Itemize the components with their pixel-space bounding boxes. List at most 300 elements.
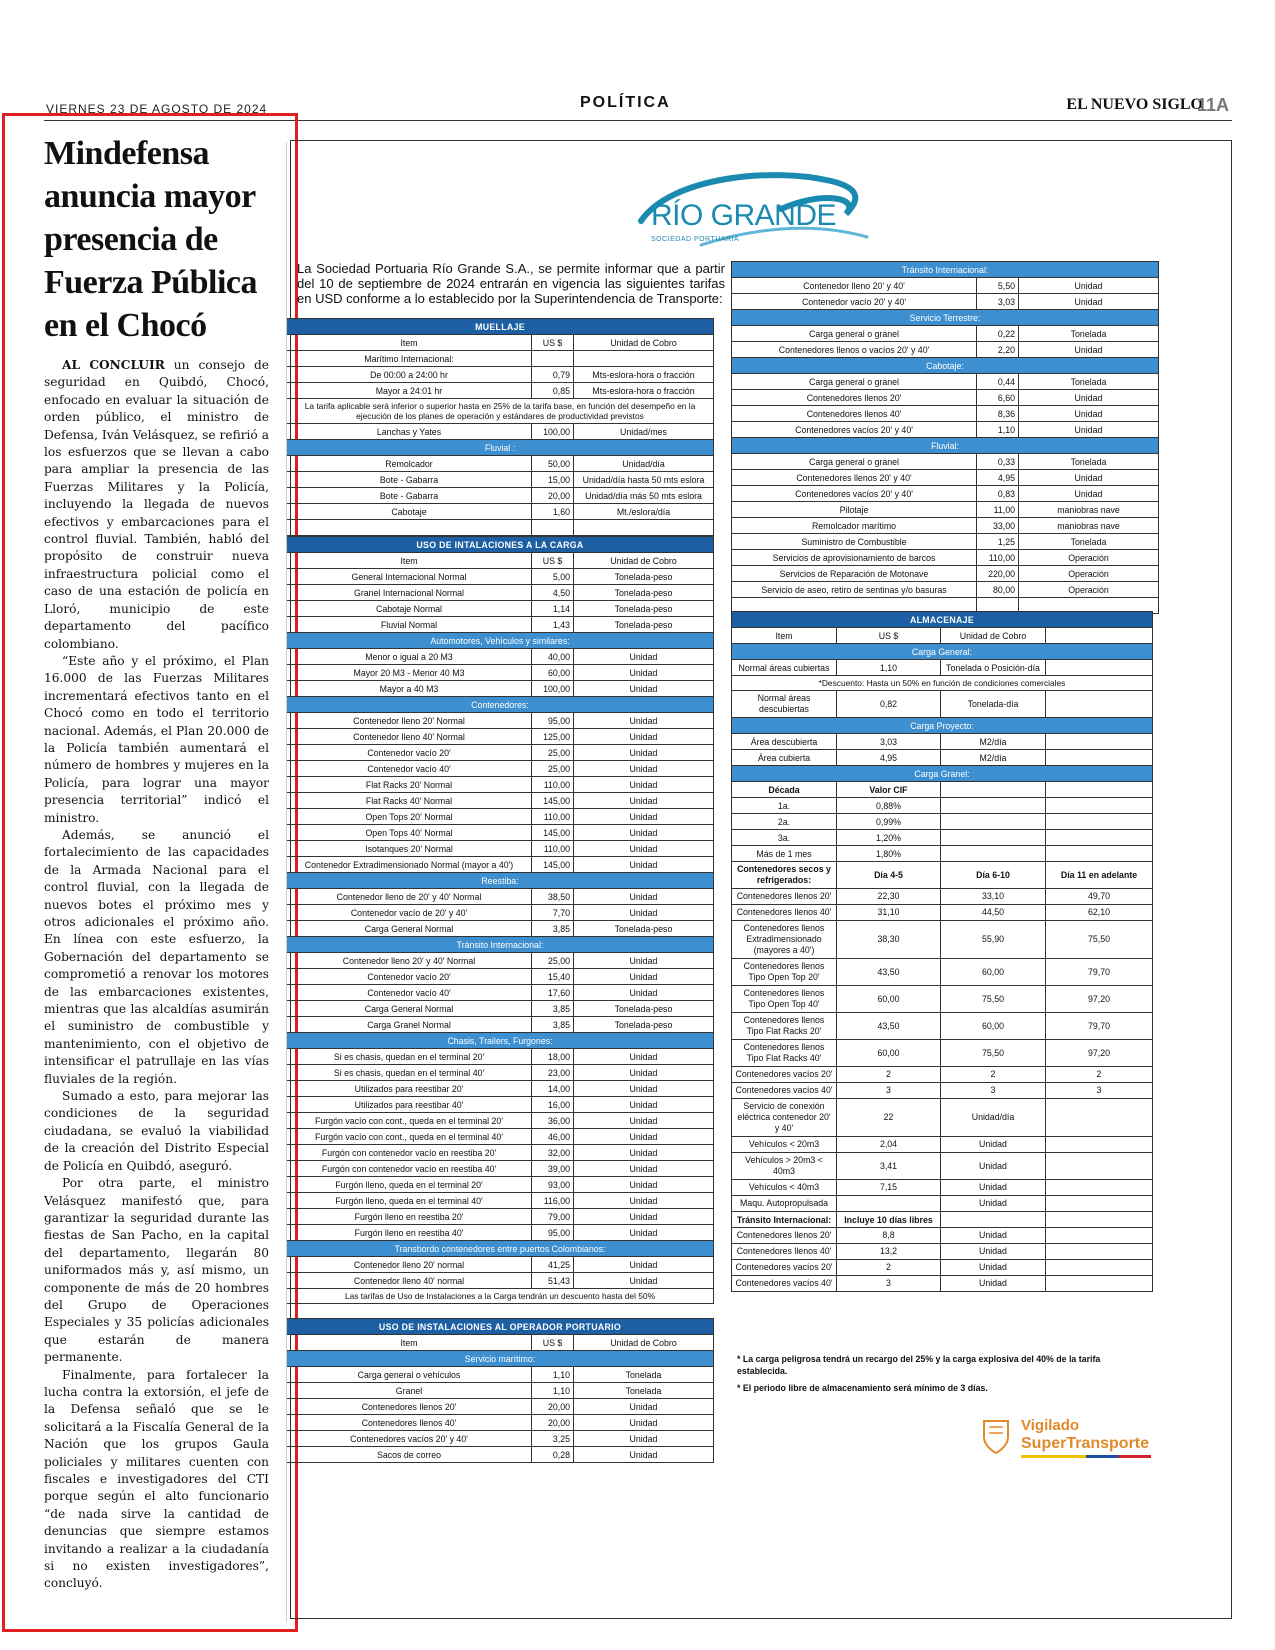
price-cell: 3 xyxy=(837,1276,941,1292)
item-cell: Normal áreas descubiertas xyxy=(732,691,837,718)
price-cell: 0,83 xyxy=(977,486,1019,502)
table-row xyxy=(287,1193,714,1209)
item-cell: Si es chasis, quedan en el terminal 20' xyxy=(287,1049,532,1065)
item-cell: Contenedores llenos Tipo Open Top 40' xyxy=(732,986,837,1013)
price-cell: 93,00 xyxy=(532,1177,574,1193)
table-row xyxy=(287,456,714,472)
item-cell: Lanchas y Yates xyxy=(287,424,532,440)
col-us-header: US $ xyxy=(837,628,941,644)
item-cell: Remolcador xyxy=(287,456,532,472)
table-cell xyxy=(1046,734,1153,750)
item-cell: Isotanques 20' Normal xyxy=(287,841,532,857)
price-cell: 55,90 xyxy=(941,921,1046,959)
table-row xyxy=(732,390,1159,406)
column-header-row xyxy=(732,862,1153,889)
unit-cell: Unidad xyxy=(574,985,714,1001)
subheader: Tránsito Internacional: xyxy=(287,937,714,953)
table-row xyxy=(732,470,1159,486)
item-cell: Furgón lleno, queda en el terminal 40' xyxy=(287,1193,532,1209)
unit-cell: Unidad xyxy=(574,777,714,793)
table-row xyxy=(732,278,1159,294)
price-cell: 51,43 xyxy=(532,1273,574,1289)
item-cell: Suministro de Combustible xyxy=(732,534,977,550)
unit-cell: Unidad xyxy=(574,1193,714,1209)
item-cell: Servicios de Reparación de Motonave xyxy=(732,566,977,582)
item-cell: Contenedores vacíos 20' xyxy=(732,1067,837,1083)
unit-cell: Unidad/día hasta 50 mts eslora xyxy=(574,472,714,488)
unit-cell: Unidad xyxy=(574,1065,714,1081)
item-cell: Sacos de correo xyxy=(287,1447,532,1463)
price-cell: 60,00 xyxy=(837,986,941,1013)
price-cell: 220,00 xyxy=(977,566,1019,582)
table-cell xyxy=(1046,846,1153,862)
table-row xyxy=(732,1013,1153,1040)
table-row xyxy=(287,809,714,825)
unit-cell: Unidad xyxy=(574,745,714,761)
unit-cell: Mt./eslora/día xyxy=(574,504,714,520)
note-cell: La tarifa aplicable será inferior o superior hasta en 25% de la tarifa base, en función del desempeño en la ejecución de los planes de operación y estándares de productividad previstos xyxy=(287,399,714,424)
muellaje-table xyxy=(286,318,714,536)
unit-cell: Unidad xyxy=(574,889,714,905)
vigilado-badge xyxy=(981,1413,1171,1463)
item-cell: Mayor a 40 M3 xyxy=(287,681,532,697)
supertransporte-label: SuperTransporte xyxy=(1021,1435,1150,1452)
logo-name: RÍO GRANDE xyxy=(651,199,837,232)
table-row xyxy=(287,1001,714,1017)
item-cell: Bote - Gabarra xyxy=(287,488,532,504)
table-subheader xyxy=(287,1351,714,1367)
subheader: Carga Proyecto: xyxy=(732,718,1153,734)
item-cell: Contenedores llenos 40' xyxy=(732,1244,837,1260)
highlight-box xyxy=(2,113,298,1632)
table-row xyxy=(287,905,714,921)
item-cell: Normal áreas cubiertas xyxy=(732,660,837,676)
unit-cell: Tonelada-peso xyxy=(574,1017,714,1033)
subheader: Contenedores: xyxy=(287,697,714,713)
price-cell: 95,00 xyxy=(532,1225,574,1241)
table-row xyxy=(732,518,1159,534)
decada-cell: Más de 1 mes xyxy=(732,846,837,862)
table-row xyxy=(732,846,1153,862)
col-unit-header: Unidad de Cobro xyxy=(574,1335,714,1351)
price-cell: 33,00 xyxy=(977,518,1019,534)
price-cell: 1,10 xyxy=(977,422,1019,438)
subheader: Fluvial: xyxy=(732,438,1159,454)
unit-cell: Unidad xyxy=(574,1225,714,1241)
table-row xyxy=(287,472,714,488)
item-cell: Contenedores llenos 20' xyxy=(287,1399,532,1415)
table-row xyxy=(287,1129,714,1145)
table-row xyxy=(287,1415,714,1431)
table-subheader xyxy=(287,633,714,649)
table-cell xyxy=(287,520,532,536)
price-cell: 1,10 xyxy=(532,1367,574,1383)
unit-cell: Unidad xyxy=(574,681,714,697)
table-row xyxy=(732,798,1153,814)
table-cell xyxy=(1046,1196,1153,1212)
price-cell: 8,36 xyxy=(977,406,1019,422)
item-cell: Contenedor vacío 20' xyxy=(287,969,532,985)
col-item-header: Item xyxy=(732,628,837,644)
item-cell: Carga General Normal xyxy=(287,921,532,937)
unit-cell: Unidad xyxy=(574,825,714,841)
unit-cell: Unidad xyxy=(941,1260,1046,1276)
item-cell: De 00:00 a 24:00 hr xyxy=(287,367,532,383)
unit-cell: Unidad xyxy=(574,1081,714,1097)
table-cell xyxy=(574,351,714,367)
unit-cell: Unidad xyxy=(941,1228,1046,1244)
subheader: Cabotaje: xyxy=(732,358,1159,374)
table-row xyxy=(287,889,714,905)
price-cell: 43,50 xyxy=(837,1013,941,1040)
table-cell xyxy=(941,782,1046,798)
item-cell: Contenedores llenos 20' xyxy=(732,1228,837,1244)
item-cell: Contenedor lleno 20' y 40' xyxy=(732,278,977,294)
item-cell: Área cubierta xyxy=(732,750,837,766)
section-header: USO DE INTALACIONES A LA CARGA xyxy=(287,537,714,553)
table-row xyxy=(287,969,714,985)
table-row xyxy=(732,1083,1153,1099)
rate-advertisement xyxy=(290,140,1232,1619)
unit-cell: Operación xyxy=(1019,566,1159,582)
price-cell: 110,00 xyxy=(532,841,574,857)
table-row xyxy=(732,1212,1153,1228)
price-cell: 100,00 xyxy=(532,424,574,440)
unit-cell: Unidad xyxy=(574,1177,714,1193)
table-cell xyxy=(1046,660,1153,676)
unit-cell: Unidad xyxy=(1019,294,1159,310)
item-cell: Carga Granel Normal xyxy=(287,1017,532,1033)
subheader: Chasis, Trailers, Furgones: xyxy=(287,1033,714,1049)
price-cell: 4,50 xyxy=(532,585,574,601)
item-cell: Contenedor vacío de 20' y 40' xyxy=(287,905,532,921)
table-cell xyxy=(1046,1137,1153,1153)
page-number: 11A xyxy=(1196,95,1229,115)
decada-cell: 1a. xyxy=(732,798,837,814)
table-cell xyxy=(1046,691,1153,718)
table-row xyxy=(732,921,1153,959)
price-cell: 116,00 xyxy=(532,1193,574,1209)
table-row xyxy=(732,1244,1153,1260)
column-header-row xyxy=(287,335,714,351)
table-cell xyxy=(1046,1180,1153,1196)
rio-grande-logo xyxy=(631,159,881,249)
price-cell: 20,00 xyxy=(532,1415,574,1431)
unit-cell: Unidad xyxy=(941,1244,1046,1260)
table-row xyxy=(732,566,1159,582)
price-cell: 3,85 xyxy=(532,1001,574,1017)
item-cell: Carga General Normal xyxy=(287,1001,532,1017)
price-cell: 3,85 xyxy=(532,921,574,937)
price-cell: 32,00 xyxy=(532,1145,574,1161)
unit-cell: Unidad xyxy=(574,1049,714,1065)
item-cell: Utilizados para reestibar 20' xyxy=(287,1081,532,1097)
price-cell: 60,00 xyxy=(532,665,574,681)
table-cell xyxy=(1046,1244,1153,1260)
coat-of-arms-icon xyxy=(981,1417,1011,1455)
table-row xyxy=(287,617,714,633)
table-subheader xyxy=(287,873,714,889)
unit-cell: Unidad xyxy=(574,793,714,809)
table-cell xyxy=(1046,750,1153,766)
unit-cell: Unidad/día xyxy=(941,1099,1046,1137)
table-row xyxy=(287,367,714,383)
table-subheader xyxy=(732,766,1153,782)
item-cell: Granel xyxy=(287,1383,532,1399)
unit-cell: Unidad xyxy=(574,649,714,665)
carga-table xyxy=(286,536,714,1304)
note-row xyxy=(287,1289,714,1304)
unit-cell: Tonelada-peso xyxy=(574,921,714,937)
col-us-header: US $ xyxy=(532,335,574,351)
price-cell: 2 xyxy=(837,1260,941,1276)
table-row xyxy=(287,569,714,585)
item-cell: Open Tops 40' Normal xyxy=(287,825,532,841)
price-cell: 60,00 xyxy=(941,959,1046,986)
table-cell xyxy=(941,846,1046,862)
table-row xyxy=(732,582,1159,598)
unit-cell: Unidad xyxy=(1019,390,1159,406)
decada-cell: 2a. xyxy=(732,814,837,830)
col-unit-header: Unidad de Cobro xyxy=(574,335,714,351)
unit-cell: Unidad xyxy=(574,1145,714,1161)
table-cell xyxy=(1046,1153,1153,1180)
subheader: Servicio marítimo: xyxy=(287,1351,714,1367)
item-cell: Flat Racks 40' Normal xyxy=(287,793,532,809)
item-cell: Contenedor vacío 20' xyxy=(287,745,532,761)
dias-header: Día 4-5 xyxy=(837,862,941,889)
table-section-header xyxy=(287,537,714,553)
price-cell: 79,70 xyxy=(1046,1013,1153,1040)
item-cell: Cabotaje xyxy=(287,504,532,520)
item-cell: Furgón vacío con cont., queda en el terminal 20' xyxy=(287,1113,532,1129)
table-row xyxy=(732,422,1159,438)
subheader: Carga General: xyxy=(732,644,1153,660)
cif-cell: 1,20% xyxy=(837,830,941,846)
unit-cell: Tonelada xyxy=(1019,534,1159,550)
price-cell: 22,30 xyxy=(837,889,941,905)
table-row xyxy=(287,1209,714,1225)
table-row xyxy=(287,793,714,809)
table-row xyxy=(732,1137,1153,1153)
subheader: Automotores, Vehículos y similares: xyxy=(287,633,714,649)
table-cell xyxy=(941,814,1046,830)
unit-cell: Tonelada-peso xyxy=(574,617,714,633)
table-row xyxy=(287,745,714,761)
price-cell: 79,70 xyxy=(1046,959,1153,986)
price-cell: 1,25 xyxy=(977,534,1019,550)
table-row xyxy=(287,649,714,665)
table-row xyxy=(287,1177,714,1193)
subheader: Carga Granel: xyxy=(732,766,1153,782)
price-cell: 145,00 xyxy=(532,793,574,809)
table-row xyxy=(732,1099,1153,1137)
table-row xyxy=(732,486,1159,502)
price-cell: 0,33 xyxy=(977,454,1019,470)
price-cell: 15,00 xyxy=(532,472,574,488)
dias-header: Día 6-10 xyxy=(941,862,1046,889)
unit-cell: maniobras nave xyxy=(1019,518,1159,534)
table-row xyxy=(732,502,1159,518)
item-cell: Furgón con contenedor vacío en reestiba 40' xyxy=(287,1161,532,1177)
table-subheader xyxy=(732,358,1159,374)
price-cell: 2 xyxy=(837,1067,941,1083)
item-cell: Pilotaje xyxy=(732,502,977,518)
item-cell: Si es chasis, quedan en el terminal 40' xyxy=(287,1065,532,1081)
table-cell xyxy=(532,351,574,367)
table-row xyxy=(287,383,714,399)
price-cell: 95,00 xyxy=(532,713,574,729)
item-cell: Contenedores llenos 20' xyxy=(732,889,837,905)
item-cell: Carga general o granel xyxy=(732,326,977,342)
table-cell xyxy=(1046,798,1153,814)
item-cell: Contenedor vacío 40' xyxy=(287,761,532,777)
ad-intro: La Sociedad Portuaria Río Grande S.A., se permite informar que a partir del 10 de septiembre de 2024 entrarán en vigencia las siguientes tarifas en USD conforme a lo establecido por la Superintendencia de Transporte: xyxy=(297,261,725,306)
price-cell: 44,50 xyxy=(941,905,1046,921)
table-row xyxy=(732,550,1159,566)
price-cell: 1,60 xyxy=(532,504,574,520)
subheader: Servicio Terrestre: xyxy=(732,310,1159,326)
item-cell: Contenedor lleno de 20' y 40' Normal xyxy=(287,889,532,905)
item-cell: Servicios de aprovisionamiento de barcos xyxy=(732,550,977,566)
table-row xyxy=(287,601,714,617)
item-cell: Contenedor lleno 40' Normal xyxy=(287,729,532,745)
item-cell: Contenedores llenos 20' y 40' xyxy=(732,470,977,486)
price-cell: 20,00 xyxy=(532,1399,574,1415)
table-row xyxy=(732,342,1159,358)
price-cell: 2 xyxy=(941,1067,1046,1083)
price-cell: 75,50 xyxy=(1046,921,1153,959)
unit-cell: Tonelada o Posición-día xyxy=(941,660,1046,676)
footnote: * El periodo libre de almacenamiento será mínimo de 3 días. xyxy=(737,1383,988,1393)
item-cell: Tránsito Internacional: xyxy=(732,1212,837,1228)
price-cell: 3 xyxy=(1046,1083,1153,1099)
note-row xyxy=(732,676,1153,691)
column-header-row xyxy=(732,782,1153,798)
price-cell: 39,00 xyxy=(532,1161,574,1177)
unit-cell: Unidad xyxy=(1019,278,1159,294)
item-cell: Contenedores vacíos 20' y 40' xyxy=(732,486,977,502)
item-cell: Carga general o vehículos xyxy=(287,1367,532,1383)
item-cell: Contenedores llenos 40' xyxy=(732,905,837,921)
col-us-header: US $ xyxy=(532,1335,574,1351)
item-cell: Furgón vacío con cont., queda en el terminal 40' xyxy=(287,1129,532,1145)
price-cell: 16,00 xyxy=(532,1097,574,1113)
price-cell: 1,14 xyxy=(532,601,574,617)
price-cell: 13,2 xyxy=(837,1244,941,1260)
item-cell: Contenedores llenos Tipo Flat Racks 20' xyxy=(732,1013,837,1040)
price-cell: 5,50 xyxy=(977,278,1019,294)
table-cell xyxy=(1046,782,1153,798)
unit-cell: Mts-eslora-hora o fracción xyxy=(574,383,714,399)
unit-cell: Unidad xyxy=(574,761,714,777)
table-row xyxy=(287,1017,714,1033)
price-cell: 60,00 xyxy=(837,1040,941,1067)
unit-cell: Tonelada-peso xyxy=(574,569,714,585)
item-cell: Contenedor lleno 20' normal xyxy=(287,1257,532,1273)
table-row xyxy=(287,1399,714,1415)
note-cell: Las tarifas de Uso de Instalaciones a la Carga tendrán un descuento hasta del 50% xyxy=(287,1289,714,1304)
item-cell: Contenedores llenos 40' xyxy=(287,1415,532,1431)
article-headline: Mindefensa anuncia mayor presencia de Fuerza Pública en el Chocó xyxy=(44,135,258,344)
item-cell: Menor o igual a 20 M3 xyxy=(287,649,532,665)
item-cell: Flat Racks 20' Normal xyxy=(287,777,532,793)
item-cell: Furgón con contenedor vacío en reestiba 20' xyxy=(287,1145,532,1161)
unit-cell: Unidad xyxy=(574,1209,714,1225)
price-cell: 3 xyxy=(837,1083,941,1099)
price-cell: 6,60 xyxy=(977,390,1019,406)
table-subheader xyxy=(287,1241,714,1257)
footnote: * La carga peligrosa tendrá un recargo del 25% y la carga explosiva del 40% de la tarifa establecida. xyxy=(737,1354,1101,1376)
page-date: VIERNES 23 DE AGOSTO DE 2024 xyxy=(46,102,268,116)
table-row xyxy=(732,986,1153,1013)
unit-cell: Unidad xyxy=(574,905,714,921)
item-cell: Contenedor lleno 20' y 40' Normal xyxy=(287,953,532,969)
article-paragraph: Por otra parte, el ministro Velásquez manifestó que, para garantizar la seguridad durante las fiestas de San Pacho, en la capital del departamento, llegarán 80 uniformados más y, así mismo, un componente de más de 20 hombres del Grupo de Operaciones Especiales y 35 policías adicionales que estarán de manera permanente. xyxy=(44,1176,269,1365)
price-cell: 1,10 xyxy=(837,660,941,676)
price-cell: 2 xyxy=(1046,1067,1153,1083)
table-row xyxy=(287,1225,714,1241)
cif-cell: 0,99% xyxy=(837,814,941,830)
unit-cell: Unidad xyxy=(574,1273,714,1289)
unit-cell: Tonelada xyxy=(574,1383,714,1399)
unit-cell: Unidad/día xyxy=(574,456,714,472)
price-cell: 2,20 xyxy=(977,342,1019,358)
price-cell: 31,10 xyxy=(837,905,941,921)
table-row xyxy=(287,1145,714,1161)
price-cell: 2,04 xyxy=(837,1137,941,1153)
servicios-table xyxy=(731,261,1159,614)
item-cell: Cabotaje Normal xyxy=(287,601,532,617)
table-cell xyxy=(941,798,1046,814)
col-item-header: Item xyxy=(287,553,532,569)
table-cell xyxy=(1046,1099,1153,1137)
price-cell: 145,00 xyxy=(532,857,574,873)
item-cell: Contenedor vacío 20' y 40' xyxy=(732,294,977,310)
item-cell: Servicio de aseo, retiro de sentinas y/o basuras xyxy=(732,582,977,598)
unit-cell: M2/día xyxy=(941,750,1046,766)
table-row xyxy=(287,1273,714,1289)
item-cell: Contenedor lleno 40' normal xyxy=(287,1273,532,1289)
cif-cell: 1,80% xyxy=(837,846,941,862)
price-cell: 22 xyxy=(837,1099,941,1137)
vigilado-label: Vigilado xyxy=(1021,1417,1080,1434)
table-cell xyxy=(532,520,574,536)
price-cell: 4,95 xyxy=(837,750,941,766)
table-row xyxy=(287,504,714,520)
item-cell: Carga general o granel xyxy=(732,374,977,390)
table-row xyxy=(732,660,1153,676)
col-item-header: Item xyxy=(287,335,532,351)
unit-cell: Unidad xyxy=(574,953,714,969)
cif-cell: 0,88% xyxy=(837,798,941,814)
item-cell: Utilizados para reestibar 40' xyxy=(287,1097,532,1113)
table-row xyxy=(287,665,714,681)
article-paragraph: Además, se anunció el fortalecimiento de las capacidades de la Armada Nacional para el control fluvial, con la llegada de nuevos botes el próximo mes y otros adicionales el próximo año. En línea con este esfuerzo, la Gobernación del departamento se comprometió a renovar los motores de las embarcaciones existentes, mientras que las alcaldías asumirán el suministro de combustible y mantenimiento, con el objetivo de intensificar el patrullaje en las vías fluviales de la región. xyxy=(44,827,269,1086)
price-cell: 3,03 xyxy=(837,734,941,750)
unit-cell: Unidad xyxy=(941,1180,1046,1196)
price-cell: 145,00 xyxy=(532,825,574,841)
table-row xyxy=(732,889,1153,905)
price-cell: 0,82 xyxy=(837,691,941,718)
table-row xyxy=(287,841,714,857)
unit-cell: Unidad xyxy=(941,1153,1046,1180)
unit-cell: Unidad xyxy=(574,1399,714,1415)
unit-cell: Unidad xyxy=(574,729,714,745)
col-unit-header: Unidad de Cobro xyxy=(574,553,714,569)
item-cell: Área descubierta xyxy=(732,734,837,750)
table-row xyxy=(287,585,714,601)
